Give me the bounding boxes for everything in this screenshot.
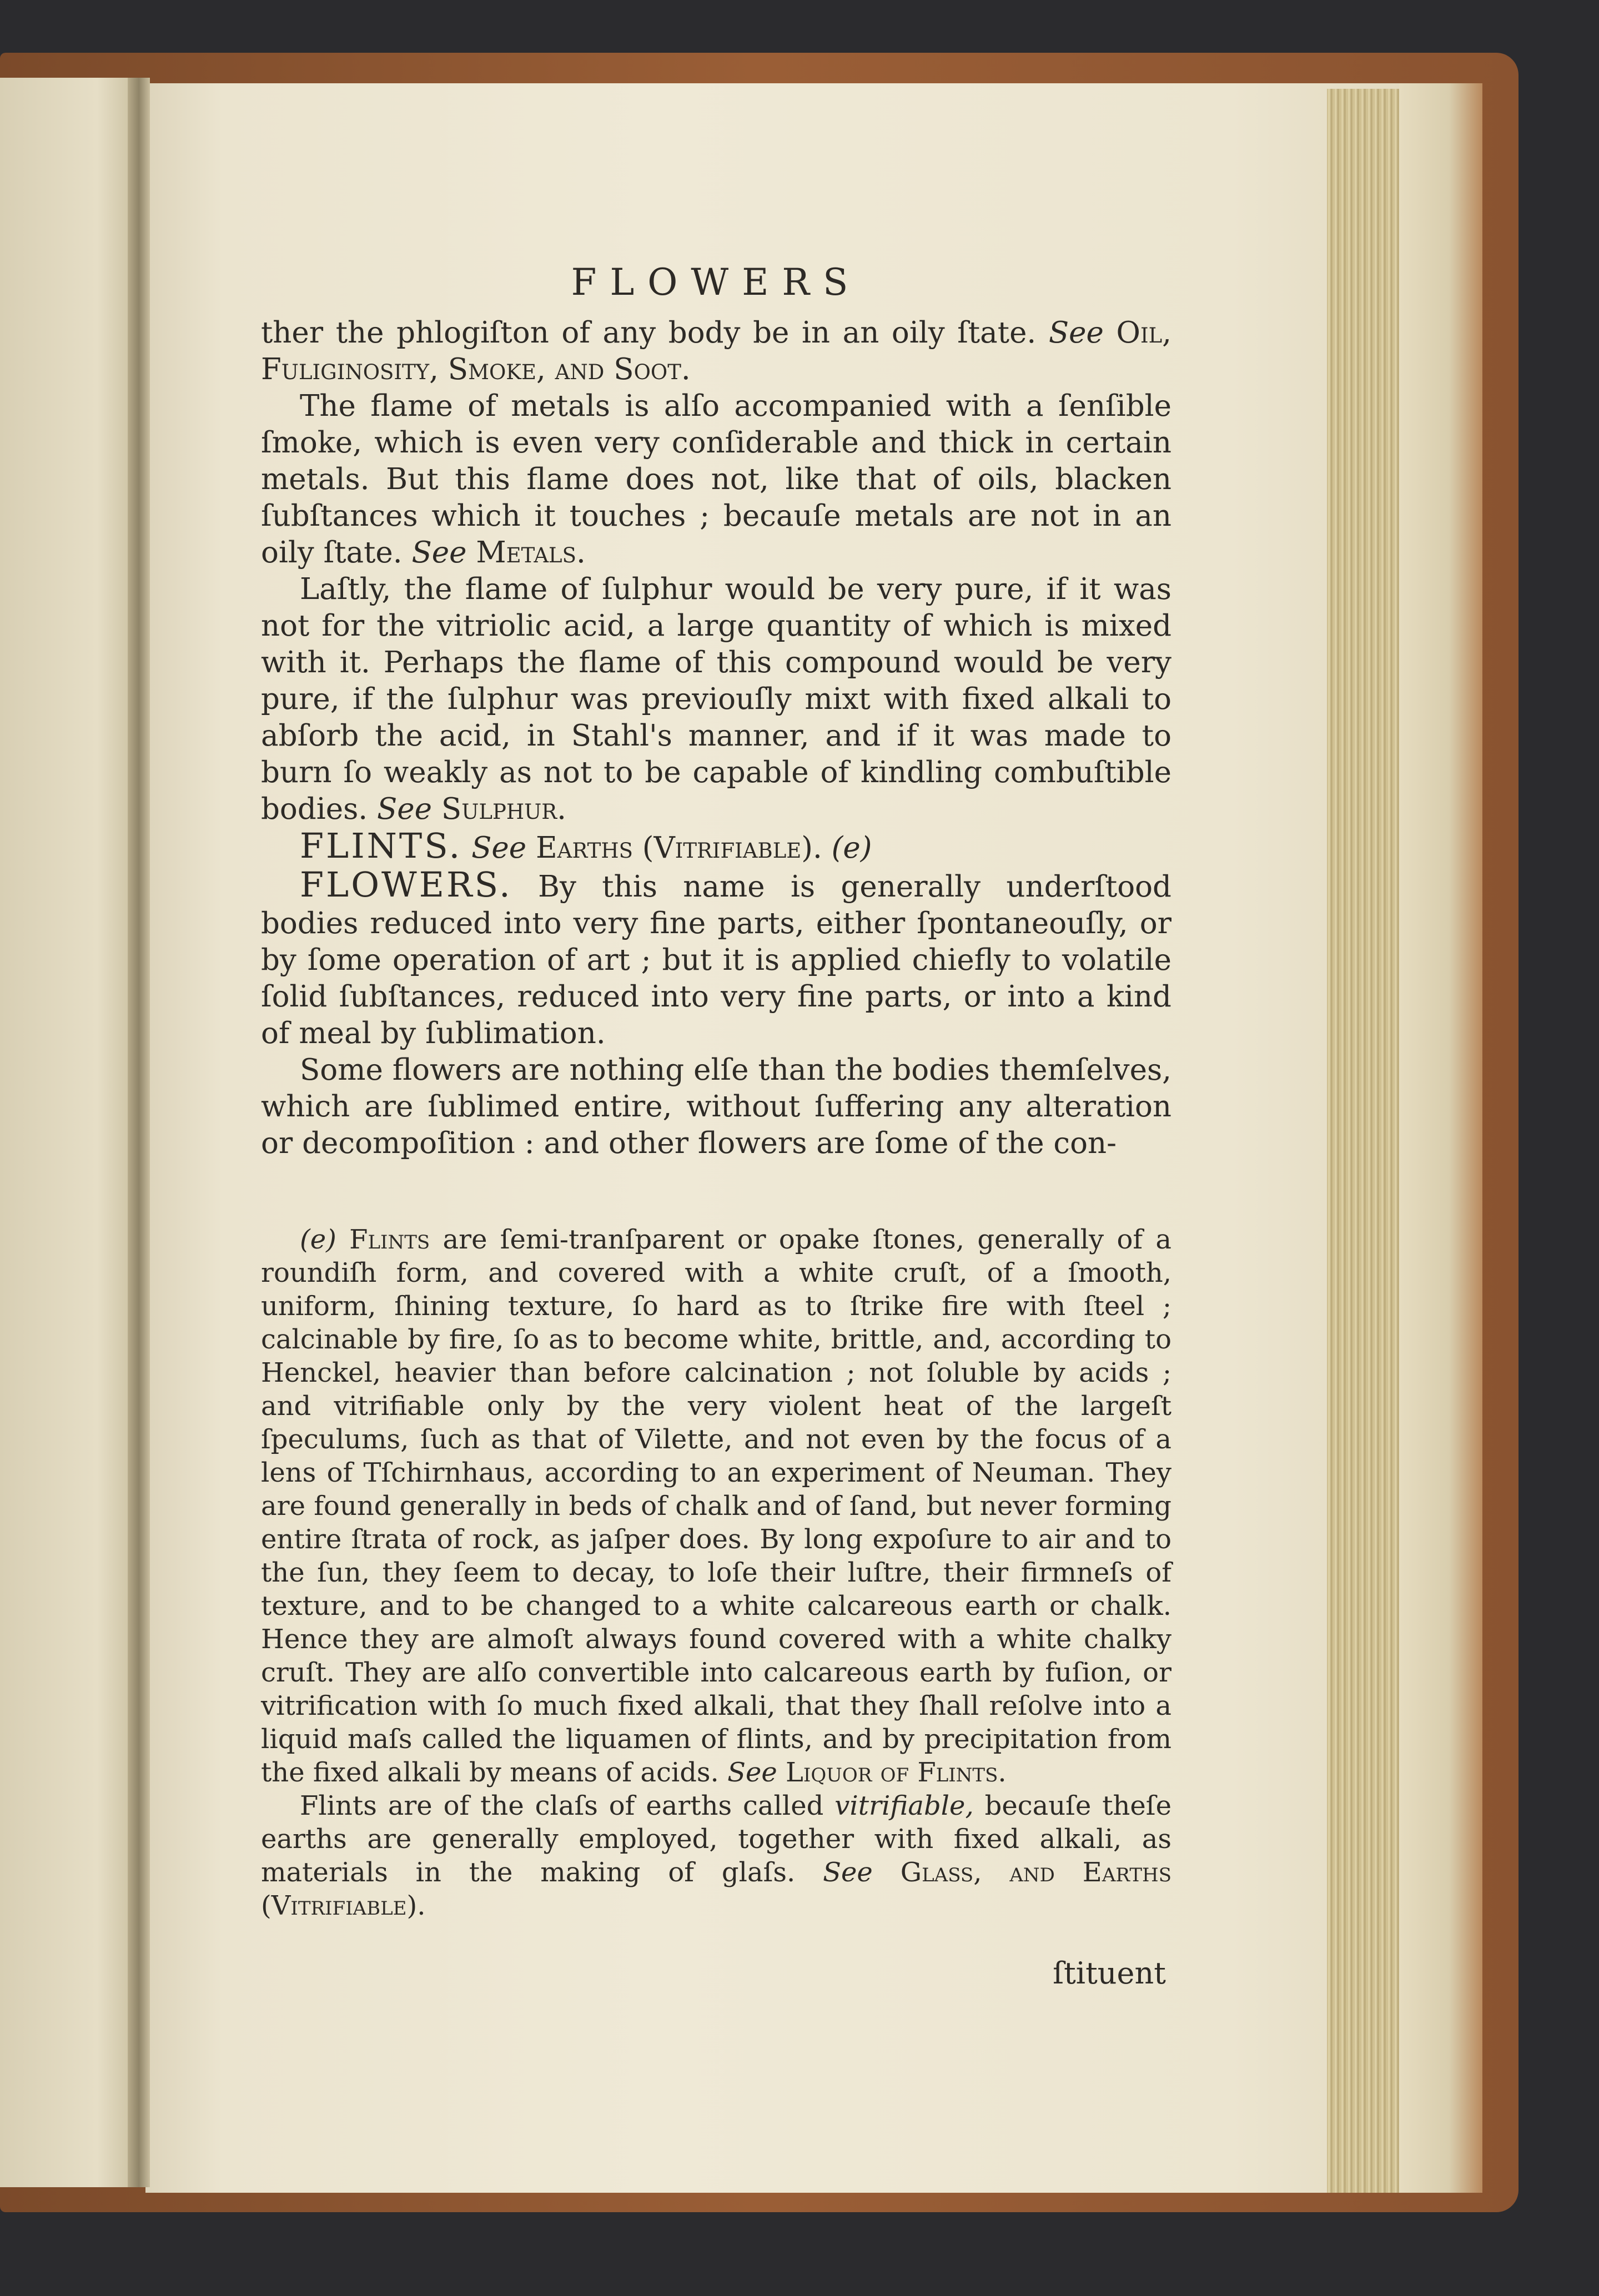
- book-gutter: [128, 78, 150, 2187]
- entry-flints: FLINTS. See Earths (Vitrifiable). (e): [300, 825, 872, 866]
- page-text: [261, 261, 1171, 1991]
- cover-edge: [1399, 83, 1482, 2193]
- footnote-flints-class: Flints are of the claſs of earths called vitrifiable, becauſe theſe earths are generally employed, together with fixed alkali, as materials in the making of glaſs. See Glass, and Earths (Vitrifiable).: [261, 1790, 1171, 1921]
- running-head: FLOWERS: [571, 261, 862, 304]
- paragraph-sulphur-flame: Laſtly, the flame of ſulphur would be very pure, if it was not for the vitriolic acid, a large quantity of which is mixed with it. Perhaps the flame of this compound would be very pure, if the ſulphur was previouſly mixt with fixed alkali to abſorb the acid, in Stahl's manner, and if it was made to burn ſo weakly as not to be capable of kindling combuſtible bodies. See Sulphur.: [261, 572, 1171, 826]
- left-page-edge: [0, 78, 139, 2187]
- footnote-flints: (e) Flints are ſemi-tranſparent or opake ſtones, generally of a roundiſh form, and covered with a white cruſt, of a ſmooth, uniform, ſhining texture, ſo hard as to ſtrike fire with ſteel ; calcinable by fire, ſo as to become white, brittle, and, according to Henckel, heavier than before calcination ; not ſoluble by acids ; and vitrifiable only by the very violent heat of the largeſt ſpeculums, ſuch as that of Vilette, and not even by the focus of a lens of Tſchirnhaus, according to an experiment of Neuman. They are found generally in beds of chalk and of ſand, but never forming entire ſtrata of rock, as jaſper does. By long expoſure to air and to the ſun, they ſeem to decay, to loſe their luſtre, their firmneſs of texture, and to be changed to a white calcareous earth or chalk. Hence they are almoſt always found covered with a white chalky cruſt. They are alſo convertible into calcareous earth by fuſion, or vitrification with ſo much fixed alkali, that they ſhall reſolve into a liquid maſs called the liquamen of flints, and by precipitation from the fixed alkali by means of acids. See Liquor of Flints.: [261, 1224, 1172, 1788]
- footnote: [261, 1223, 1171, 1922]
- catchword: ſtituent: [1053, 1956, 1166, 1991]
- entry-flowers: FLOWERS. By this name is generally underſtood bodies reduced into very fine parts, either ſpontaneouſly, or by ſome operation of art ; but it is applied chiefly to volatile ſolid ſubſtances, reduced into very fine parts, or into a kind of meal by ſublimation.: [261, 864, 1171, 1050]
- paragraph-metals-flame: The flame of metals is alſo accompanied with a ſenſible ſmoke, which is even very conſiderable and thick in certain metals. But this flame does not, like that of oils, blacken ſubſtances which it touches ; becauſe metals are not in an oily ſtate. See Metals.: [261, 389, 1171, 570]
- paragraph-some-flowers: Some flowers are nothing elſe than the bodies themſelves, which are ſublimed entire, without ſuffering any alteration or decompoſition : and other flowers are ſome of the con-: [261, 1053, 1171, 1160]
- paragraph-phlogiston: ther the phlogiſton of any body be in an oily ſtate. See Oil, Fuliginosity, Smoke, and Soot.: [261, 316, 1171, 386]
- page-fore-edge: [1327, 89, 1399, 2193]
